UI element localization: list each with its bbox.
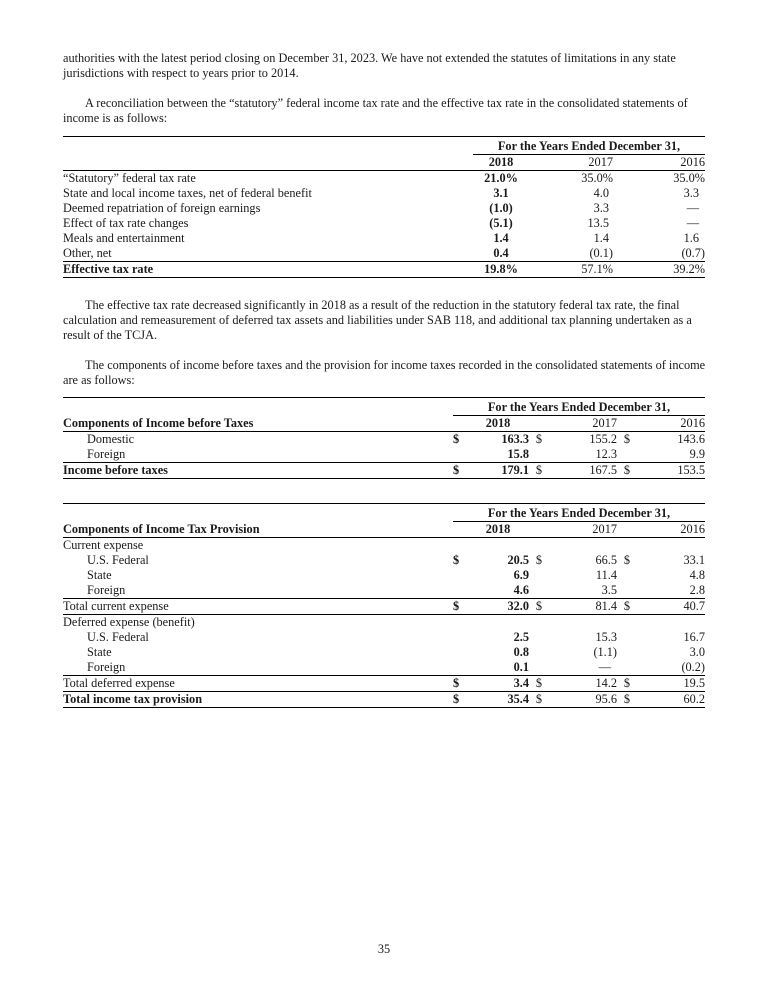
year-header: 2017 <box>549 522 617 538</box>
value-2017: 15.3 <box>595 630 617 644</box>
row-label: U.S. Federal <box>87 630 149 644</box>
row-label: Total income tax provision <box>63 692 453 708</box>
year-header: 2016 <box>617 155 705 171</box>
currency-symbol: $ <box>529 599 549 615</box>
value-2018: 15.8 <box>467 447 529 463</box>
value-2016: — <box>686 216 699 230</box>
currency-symbol: $ <box>617 599 637 615</box>
year-header: 2018 <box>467 522 529 538</box>
section-label: Current expense <box>63 538 144 552</box>
value-2018: 6.9 <box>513 568 529 582</box>
table-row <box>63 568 705 583</box>
value-2018: 32.0 <box>467 599 529 615</box>
year-header: 2016 <box>637 522 705 538</box>
value-2016: 3.3 <box>683 186 699 200</box>
value-2018: 3.1 <box>493 186 509 200</box>
value-2016: 1.6 <box>683 231 699 245</box>
total-row <box>63 692 705 708</box>
income-tax-provision-table <box>63 503 705 708</box>
value-2017: 4.0 <box>593 186 609 200</box>
row-label: Meals and entertainment <box>63 231 185 245</box>
currency-symbol: $ <box>453 432 460 446</box>
value-2017: 11.4 <box>595 568 617 582</box>
reconciliation-intro: A reconciliation between the “statutory” federal income tax rate and the effective tax rate in the consolidated statements of income is as follows: <box>63 96 688 125</box>
value-2017: 1.4 <box>593 231 609 245</box>
value-2017: (0.1) <box>529 246 617 262</box>
value-2016: — <box>686 201 699 215</box>
value-2018: 2.5 <box>513 630 529 644</box>
value-2016: (0.7) <box>617 246 705 262</box>
value-2018: 20.5 <box>507 553 529 567</box>
value-2016: 2.8 <box>637 583 705 599</box>
table-row <box>63 630 705 645</box>
subtotal-row <box>63 676 705 692</box>
value-2016: 35.0% <box>673 171 705 185</box>
value-2016: 40.7 <box>637 599 705 615</box>
row-label: Domestic <box>87 432 135 446</box>
rate-reconciliation-table <box>63 136 705 278</box>
currency-symbol: $ <box>535 553 543 567</box>
table-row <box>63 246 705 262</box>
table-row <box>63 201 705 216</box>
row-label: U.S. Federal <box>87 553 149 567</box>
table-row <box>63 231 705 246</box>
value-2016: 60.2 <box>637 692 705 708</box>
effective-rate-paragraph: The effective tax rate decreased significantly in 2018 as a result of the reduction in the statutory federal tax rate, the final calculation and remeasurement of deferred tax assets and liabilities under SAB 118, and additional tax planning undertaken as a result of the TCJA. <box>63 298 692 342</box>
year-header: 2017 <box>529 155 617 171</box>
row-label: Foreign <box>63 447 453 463</box>
row-label: Foreign <box>63 583 453 599</box>
value-2016: 4.8 <box>689 568 705 582</box>
value-2016: 33.1 <box>683 553 705 567</box>
row-label: Effective tax rate <box>63 262 473 278</box>
value-2016: 19.5 <box>637 676 705 692</box>
income-before-taxes-table <box>63 397 705 479</box>
table-row <box>63 660 705 676</box>
table-row <box>63 186 705 201</box>
row-label: State <box>87 568 112 582</box>
row-label: “Statutory” federal tax rate <box>63 171 196 185</box>
row-label: Total current expense <box>63 599 453 615</box>
table-row <box>63 171 705 187</box>
table-row <box>63 432 705 448</box>
value-2018: 1.4 <box>493 231 509 245</box>
income-table-title: Components of Income before Taxes <box>63 416 453 432</box>
currency-symbol: $ <box>623 432 631 446</box>
currency-symbol: $ <box>453 463 467 479</box>
intro-paragraph: authorities with the latest period closing on December 31, 2023. We have not extended the statutes of limitations in any state jurisdictions with respect to years prior to 2014. <box>63 51 676 80</box>
currency-symbol: $ <box>453 553 460 567</box>
row-label: Effect of tax rate changes <box>63 216 189 230</box>
value-2016: 3.0 <box>689 645 705 659</box>
table-row <box>63 553 705 568</box>
value-2016: 153.5 <box>637 463 705 479</box>
row-label: State <box>87 645 112 659</box>
total-row <box>63 262 705 278</box>
year-header: 2018 <box>467 416 529 432</box>
currency-symbol: $ <box>453 692 467 708</box>
currency-symbol: $ <box>535 432 543 446</box>
value-2018: 3.4 <box>467 676 529 692</box>
value-2016: 9.9 <box>637 447 705 463</box>
value-2017: (1.1) <box>593 645 617 659</box>
value-2017: 155.2 <box>589 432 617 446</box>
value-2017: 3.5 <box>549 583 617 599</box>
currency-symbol: $ <box>617 676 637 692</box>
row-label: Deemed repatriation of foreign earnings <box>63 201 261 215</box>
value-2018: 0.8 <box>513 645 529 659</box>
value-2017: 57.1% <box>529 262 617 278</box>
total-row <box>63 463 705 479</box>
value-2018: 21.0% <box>484 171 518 185</box>
value-2017: 81.4 <box>549 599 617 615</box>
row-label: Other, net <box>63 246 473 262</box>
value-2017: 12.3 <box>549 447 617 463</box>
value-2018: 179.1 <box>467 463 529 479</box>
value-2017: 13.5 <box>587 216 609 230</box>
provision-table-header: For the Years Ended December 31, <box>453 504 705 522</box>
row-label: Income before taxes <box>63 463 453 479</box>
currency-symbol: $ <box>617 692 637 708</box>
currency-symbol: $ <box>529 692 549 708</box>
value-2016: 143.6 <box>677 432 705 446</box>
value-2018: 19.8% <box>473 262 529 278</box>
value-2016: (0.2) <box>637 660 705 676</box>
rate-table-header: For the Years Ended December 31, <box>473 137 705 155</box>
currency-symbol: $ <box>529 676 549 692</box>
currency-symbol: $ <box>529 463 549 479</box>
value-2017: 95.6 <box>549 692 617 708</box>
income-table-header: For the Years Ended December 31, <box>453 398 705 416</box>
value-2018: 0.4 <box>473 246 529 262</box>
currency-symbol: $ <box>623 553 631 567</box>
table-row <box>63 645 705 660</box>
year-header: 2016 <box>637 416 705 432</box>
year-header: 2018 <box>473 155 529 171</box>
value-2018: (1.0) <box>489 201 513 215</box>
value-2018: 4.6 <box>467 583 529 599</box>
components-intro: The components of income before taxes and the provision for income taxes recorded in the consolidated statements of income are as follows: <box>63 358 706 387</box>
table-row <box>63 583 705 599</box>
subtotal-row <box>63 599 705 615</box>
row-label: Total deferred expense <box>63 676 453 692</box>
value-2018: 163.3 <box>501 432 529 446</box>
currency-symbol: $ <box>453 599 467 615</box>
value-2018: 0.1 <box>467 660 529 676</box>
value-2016: 16.7 <box>683 630 705 644</box>
value-2017: 66.5 <box>595 553 617 567</box>
value-2017: — <box>549 660 617 676</box>
value-2017: 35.0% <box>581 171 613 185</box>
value-2017: 167.5 <box>549 463 617 479</box>
provision-table-title: Components of Income Tax Provision <box>63 522 453 538</box>
currency-symbol: $ <box>453 676 467 692</box>
table-row <box>63 216 705 231</box>
value-2017: 3.3 <box>593 201 609 215</box>
value-2017: 14.2 <box>549 676 617 692</box>
currency-symbol: $ <box>617 463 637 479</box>
value-2018: 35.4 <box>467 692 529 708</box>
value-2016: 39.2% <box>617 262 705 278</box>
row-label: State and local income taxes, net of federal benefit <box>63 186 312 200</box>
table-row <box>63 447 705 463</box>
section-label: Deferred expense (benefit) <box>63 615 195 629</box>
row-label: Foreign <box>63 660 453 676</box>
year-header: 2017 <box>549 416 617 432</box>
value-2018: (5.1) <box>489 216 513 230</box>
page-number: 35 <box>377 942 391 956</box>
